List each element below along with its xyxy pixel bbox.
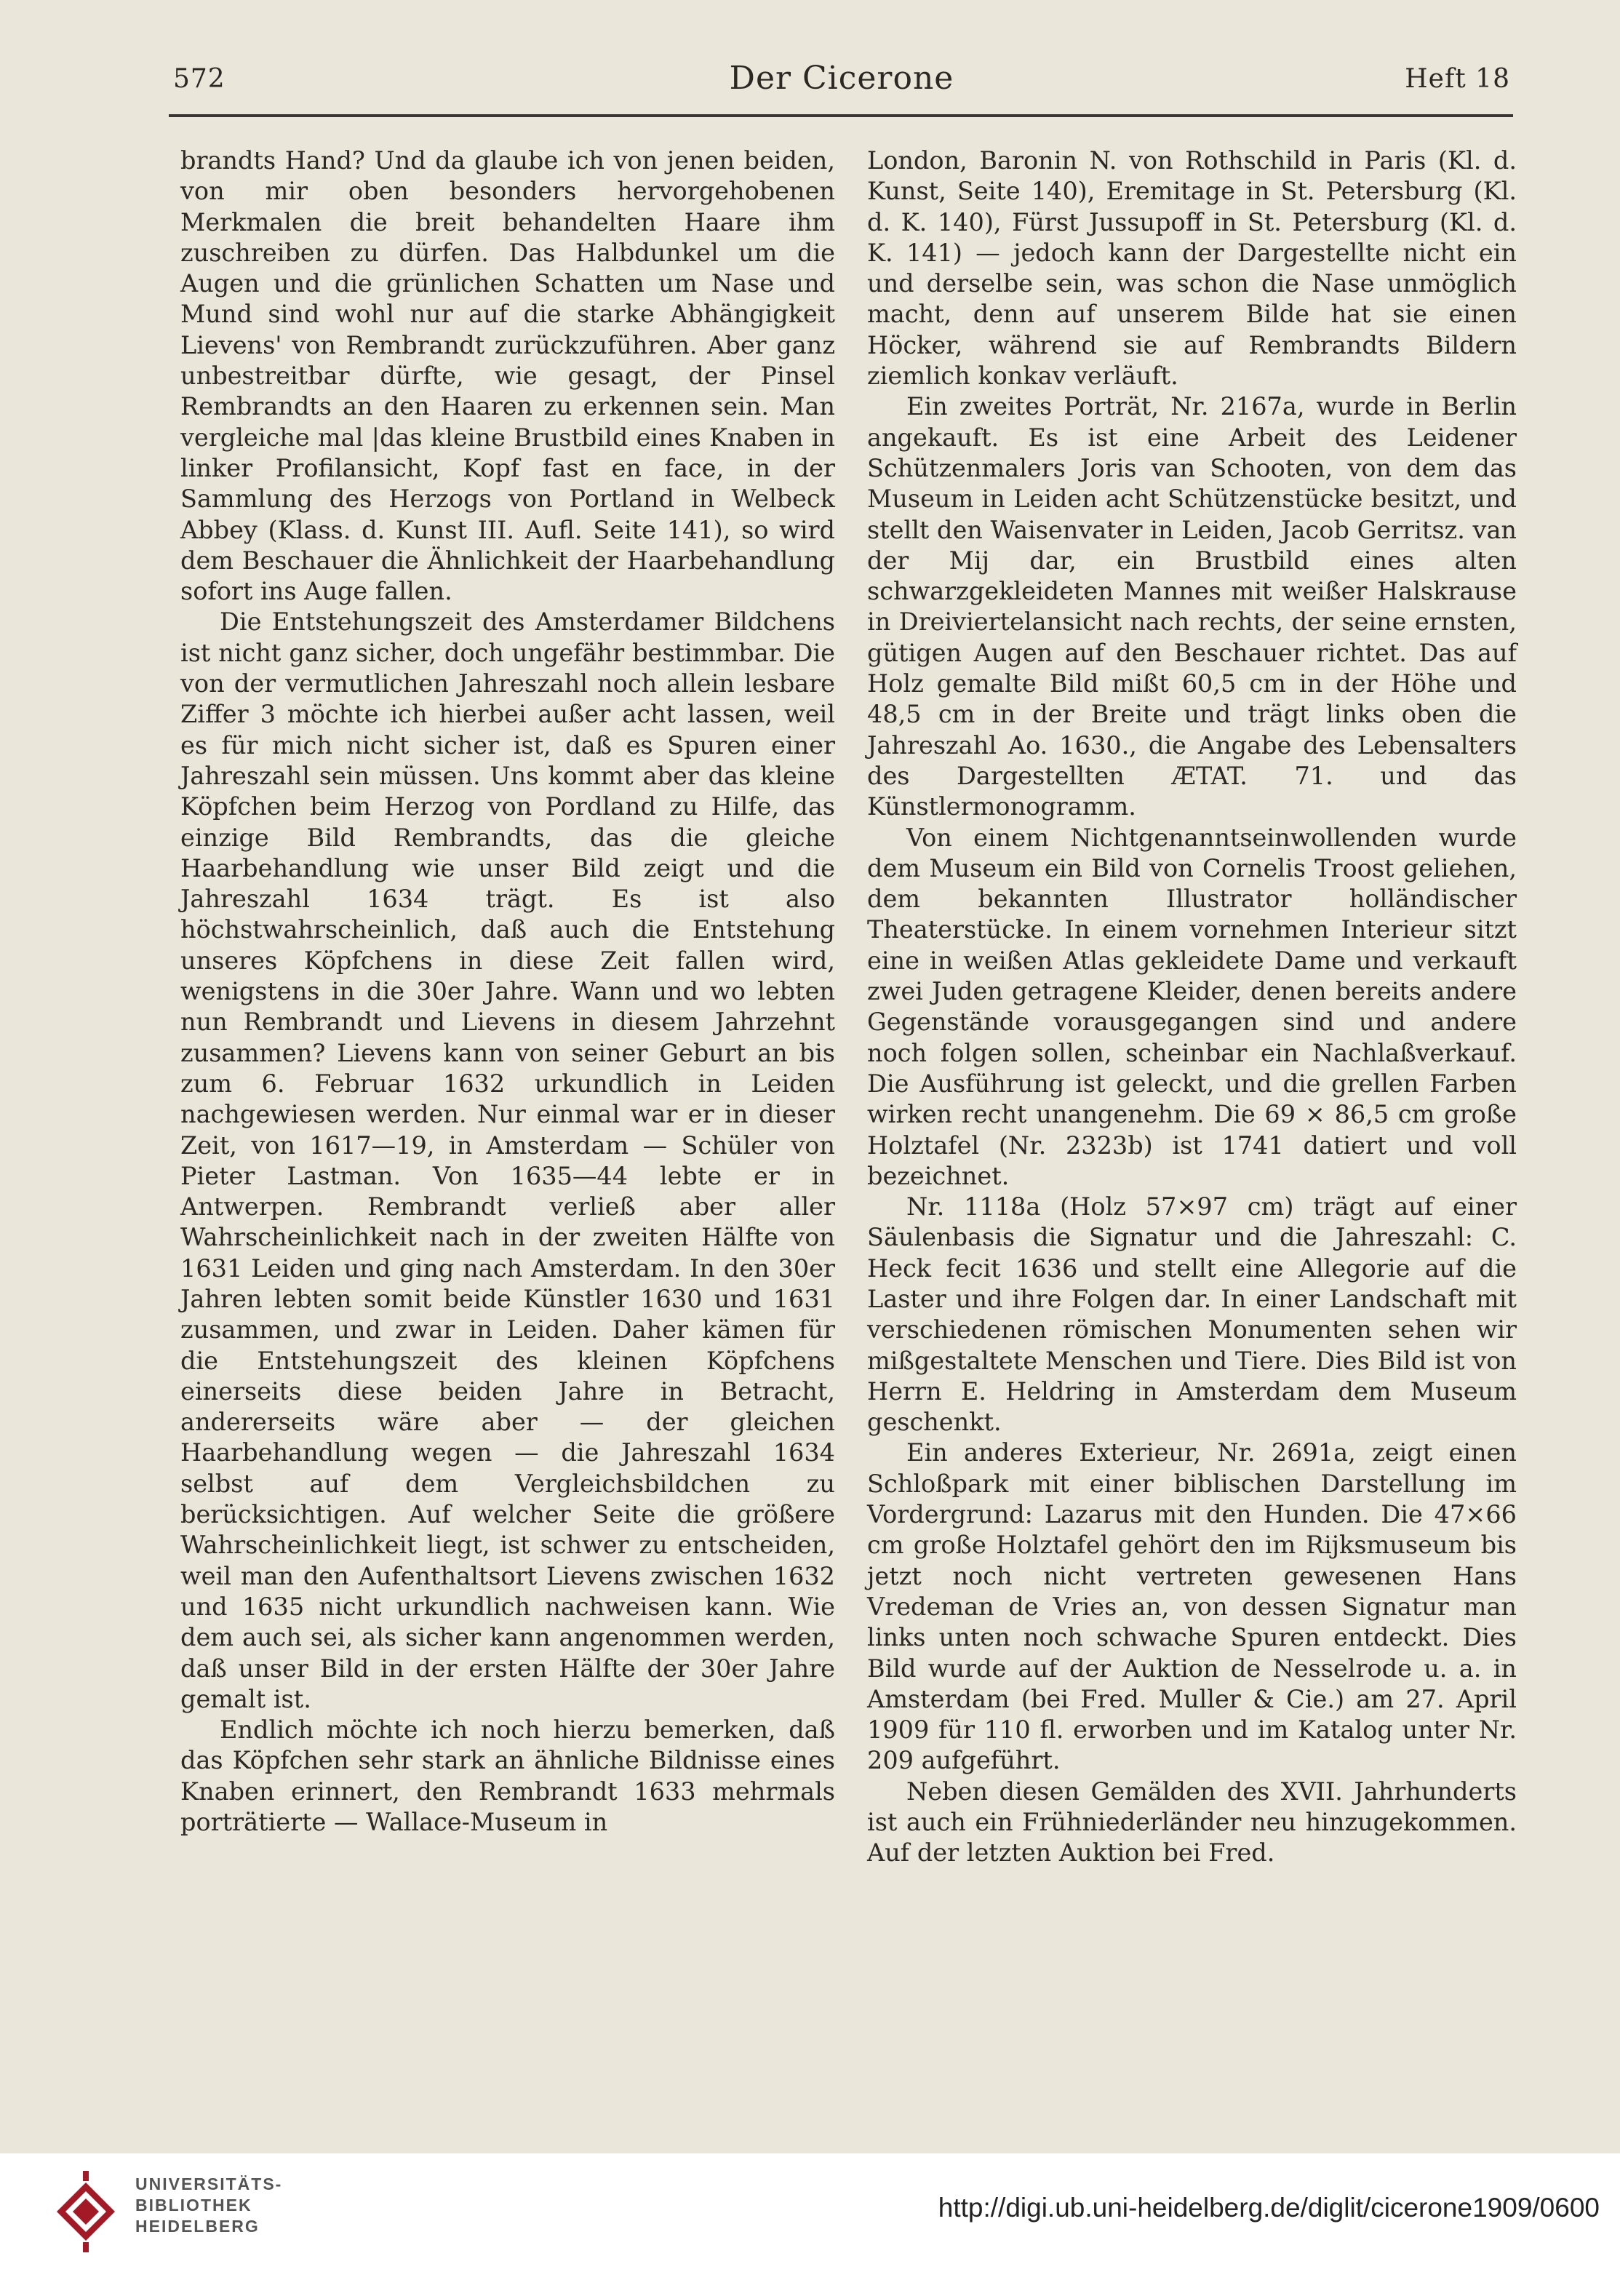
source-url[interactable]: http://digi.ub.uni-heidelberg.de/diglit/cicerone1909/0600 bbox=[938, 2193, 1600, 2223]
journal-title: Der Cicerone bbox=[729, 60, 954, 97]
right-column bbox=[867, 146, 1517, 1869]
page-number: 572 bbox=[173, 64, 226, 94]
paragraph: brandts Hand? Und da glaube ich von jenen beiden, von mir oben besonders hervorgehobenen Merkmalen die breit behandelten Haare ihm zuschreiben zu dürfen. Das Halbdunkel um die Augen und die grünlichen Schatten um Nase und Mund sind wohl nur auf die starke Abhängigkeit Lievens' von Rembrandt zurückzuführen. Aber ganz unbestreitbar dürfte, wie gesagt, der Pinsel Rembrandts an den Haaren zu erkennen sein. Man vergleiche mal |das kleine Brustbild eines Knaben in linker Profilansicht, Kopf fast en face, in der Sammlung des Herzogs von Portland in Welbeck Abbey (Klass. d. Kunst III. Aufl. Seite 141), so wird dem Beschauer die Ähnlichkeit der Haarbehandlung sofort ins Auge fallen. bbox=[180, 146, 835, 606]
paragraph: Endlich möchte ich noch hierzu bemerken, daß das Köpfchen sehr stark an ähnliche Bildnisse eines Knaben erinnert, den Rembrandt 1633 mehrmals porträtierte — Wallace-Museum in bbox=[180, 1715, 835, 1837]
library-name bbox=[135, 2174, 282, 2237]
paragraph: London, Baronin N. von Rothschild in Paris (Kl. d. Kunst, Seite 140), Eremitage in St. Petersburg (Kl. d. K. 140), Fürst Jussupoff in St. Petersburg (Kl. d. K. 141) — jedoch kann der Dargestellte nicht ein und derselbe sein, was schon die Nase unmöglich macht, denn auf unserem Bilde hat sie einen Höcker, während sie auf Rembrandts Bildern ziemlich konkav verläuft. bbox=[867, 146, 1517, 391]
paragraph: Ein zweites Porträt, Nr. 2167a, wurde in Berlin angekauft. Es ist eine Arbeit des Leidener Schützenmalers Joris van Schooten, von dem das Museum in Leiden acht Schützenstücke besitzt, und stellt den Waisenvater in Leiden, Jacob Gerritsz. van der Mij dar, ein Brustbild eines alten schwarzgekleideten Mannes mit weißer Halskrause in Dreiviertelansicht nach rechts, der seine ernsten, gütigen Augen auf den Beschauer richtet. Das auf Holz gemalte Bild mißt 60,5 cm in der Höhe und 48,5 cm in der Breite und trägt links oben die Jahreszahl Ao. 1630., die Angabe des Lebensalters des Dargestellten ÆTAT. 71. und das Künstlermonogramm. bbox=[867, 392, 1517, 821]
issue-label: Heft 18 bbox=[1405, 64, 1510, 94]
header-rule bbox=[169, 114, 1513, 117]
paragraph: Ein anderes Exterieur, Nr. 2691a, zeigt einen Schloßpark mit einer biblischen Darstellung im Vordergrund: Lazarus mit den Hunden. Die 47×66 cm große Holztafel gehört den im Rijksmuseum bis jetzt noch nicht vertreten gewesenen Hans Vredeman de Vries an, von dessen Signatur man links unten noch schwache Spuren entdeckt. Dies Bild wurde auf der Auktion de Nesselrode u. a. in Amsterdam (bei Fred. Muller & Cie.) am 27. April 1909 für 110 fl. erworben und im Katalog unter Nr. 209 aufgeführt. bbox=[867, 1438, 1517, 1775]
running-header bbox=[173, 60, 1510, 103]
paragraph: Nr. 1118a (Holz 57×97 cm) trägt auf einer Säulenbasis die Signatur und die Jahreszahl: C. Heck fecit 1636 und stellt eine Allegorie auf die Laster und ihre Folgen dar. In einer Landschaft mit verschiedenen römischen Monumenten sehen wir mißgestaltete Menschen und Tiere. Dies Bild ist von Herrn E. Heldring in Amsterdam dem Museum geschenkt. bbox=[867, 1192, 1517, 1437]
library-name-line: UNIVERSITÄTS- bbox=[135, 2175, 283, 2193]
paragraph: Neben diesen Gemälden des XVII. Jahrhunderts ist auch ein Frühniederländer neu hinzugekommen. Auf der letzten Auktion bei Fred. bbox=[867, 1777, 1517, 1868]
university-library-logo-icon bbox=[49, 2168, 122, 2258]
paragraph: Die Entstehungszeit des Amsterdamer Bildchens ist nicht ganz sicher, doch ungefähr bestimmbar. Die von der vermutlichen Jahreszahl noch allein lesbare Ziffer 3 möchte ich hierbei außer acht lassen, weil es für mich nicht sicher ist, daß es Spuren einer Jahreszahl sein müssen. Uns kommt aber das kleine Köpfchen beim Herzog von Pordland zu Hilfe, das einzige Bild Rembrandts, das die gleiche Haarbehandlung wie unser Bild zeigt und die Jahreszahl 1634 trägt. Es ist also höchstwahrscheinlich, daß auch die Entstehung unseres Köpfchens in diese Zeit fallen wird, wenigstens in die 30er Jahre. Wann und wo lebten nun Rembrandt und Lievens in diesem Jahrzehnt zusammen? Lievens kann von seiner Geburt an bis zum 6. Februar 1632 urkundlich in Leiden nachgewiesen werden. Nur einmal war er in dieser Zeit, von 1617—19, in Amsterdam — Schüler von Pieter Lastman. Von 1635—44 lebte er in Antwerpen. Rembrandt verließ aber aller Wahrscheinlichkeit nach in der zweiten Hälfte von 1631 Leiden und ging nach Amsterdam. In den 30er Jahren lebten somit beide Künstler 1630 und 1631 zusammen, und zwar in Leiden. Daher kämen für die Entstehungszeit des kleinen Köpfchens einerseits diese beiden Jahre in Betracht, andererseits wäre aber — der gleichen Haarbehandlung wegen — die Jahreszahl 1634 selbst auf dem Vergleichsbildchen zu berücksichtigen. Auf welcher Seite die größere Wahrscheinlichkeit liegt, ist schwer zu entscheiden, weil man den Aufenthaltsort Lievens zwischen 1632 und 1635 nicht urkundlich nachweisen kann. Wie dem auch sei, als sicher kann angenommen werden, daß unser Bild in der ersten Hälfte der 30er Jahre gemalt ist. bbox=[180, 607, 835, 1713]
footer-bar bbox=[0, 2153, 1620, 2296]
paragraph: Von einem Nichtgenanntseinwollenden wurde dem Museum ein Bild von Cornelis Troost geliehen, dem bekannten Illustrator holländischer Theaterstücke. In einem vornehmen Interieur sitzt eine in weißen Atlas gekleidete Dame und verkauft zwei Juden getragene Kleider, denen bereits andere Gegenstände vorausgegangen sind und andere noch folgen sollen, scheinbar ein Nachlaßverkauf. Die Ausführung ist geleckt, und die grellen Farben wirken recht unangenehm. Die 69 × 86,5 cm große Holztafel (Nr. 2323b) ist 1741 datiert und voll bezeichnet. bbox=[867, 823, 1517, 1190]
left-column bbox=[180, 146, 835, 1838]
library-name-line: HEIDELBERG bbox=[135, 2217, 260, 2236]
library-name-line: BIBLIOTHEK bbox=[135, 2196, 252, 2215]
